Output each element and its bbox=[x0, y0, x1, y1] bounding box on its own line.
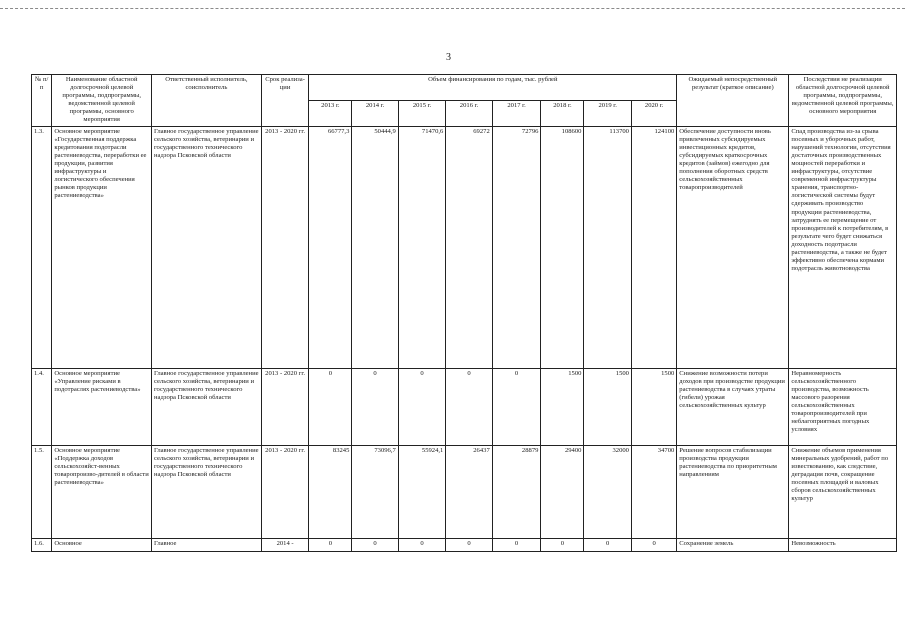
row-value: 69272 bbox=[446, 126, 492, 368]
row-term: 2013 - 2020 гг. bbox=[261, 368, 309, 445]
row-consequences: Неравномерность сельскохозяйственного производства, возможность массового разорения сельскохозяйственных товаропроизводителей при неблагоприятных погодных условиях bbox=[789, 368, 897, 445]
header-result: Ожидаемый непосредственный результат (краткое описание) bbox=[677, 75, 789, 127]
row-value: 55924,1 bbox=[398, 445, 446, 538]
header-responsible: Ответственный исполнитель, соисполнитель bbox=[152, 75, 262, 127]
row-result: Обеспечение доступности вновь привлеченных субсидируемых инвестиционных кредитов, субсидируемых краткосрочных кредитов (займов) ежегодно для пополнения оборотных средств сельскохозяйственных товаропроизводителей bbox=[677, 126, 789, 368]
row-result: Снижение возможности потери доходов при производстве продукции растениеводства в случаях утраты (гибели) урожая сельскохозяйственных культур bbox=[677, 368, 789, 445]
row-value: 0 bbox=[398, 368, 446, 445]
row-name: Основное мероприятие «Поддержка доходов сельскохозяйст-венных товаропроизво-дителей в области растениеводства» bbox=[52, 445, 152, 538]
header-year: 2015 г. bbox=[398, 100, 446, 126]
row-value: 0 bbox=[631, 538, 676, 551]
row-value: 0 bbox=[541, 538, 584, 551]
row-value: 29400 bbox=[541, 445, 584, 538]
row-value: 66777,3 bbox=[309, 126, 352, 368]
header-year: 2014 г. bbox=[352, 100, 398, 126]
row-value: 0 bbox=[492, 368, 541, 445]
table-row bbox=[32, 126, 897, 368]
scan-top-edge bbox=[0, 8, 905, 9]
row-term: 2014 - bbox=[261, 538, 309, 551]
row-value: 1500 bbox=[584, 368, 632, 445]
row-name: Основное мероприятие «Государственная поддержка кредитования подотрасли растениеводства, переработки ее продукции, развития инфраструктуры и логистического обеспечения рынков продукции растениеводства» bbox=[52, 126, 152, 368]
row-responsible: Главное государственное управление сельского хозяйства, ветеринарии и государственного технического надзора Псковской области bbox=[152, 368, 262, 445]
row-responsible: Главное государственное управление сельского хозяйства, ветеринарии и государственного технического надзора Псковской области bbox=[152, 445, 262, 538]
header-year: 2018 г. bbox=[541, 100, 584, 126]
header-finance: Объем финансирования по годам, тыс. рублей bbox=[309, 75, 677, 101]
header-year: 2016 г. bbox=[446, 100, 492, 126]
row-value: 113700 bbox=[584, 126, 632, 368]
header-row bbox=[32, 75, 897, 101]
header-term: Срок реализа-ции bbox=[261, 75, 309, 127]
header-name: Наименование областной долгосрочной целевой программы, подпрограммы, ведомственной целевой программы, основного мероприятия bbox=[52, 75, 152, 127]
row-term: 2013 - 2020 гг. bbox=[261, 445, 309, 538]
row-name: Основное мероприятие «Управление рисками в подотраслях растениеводства» bbox=[52, 368, 152, 445]
header-year: 2020 г. bbox=[631, 100, 676, 126]
row-value: 108600 bbox=[541, 126, 584, 368]
row-value: 34700 bbox=[631, 445, 676, 538]
row-value: 71470,6 bbox=[398, 126, 446, 368]
table-row bbox=[32, 445, 897, 538]
row-value: 83245 bbox=[309, 445, 352, 538]
program-table bbox=[31, 74, 897, 552]
row-value: 0 bbox=[398, 538, 446, 551]
row-value: 72796 bbox=[492, 126, 541, 368]
header-year: 2013 г. bbox=[309, 100, 352, 126]
row-consequences: Снижение объемов применения минеральных удобрений, работ по известкованию, как следствие, деградация почв, сокращение посевных площадей и валовых сборов сельскохозяйственных культур bbox=[789, 445, 897, 538]
row-value: 0 bbox=[352, 538, 398, 551]
row-value: 124100 bbox=[631, 126, 676, 368]
row-number: 1.4. bbox=[32, 368, 52, 445]
row-consequences: Невозможность bbox=[789, 538, 897, 551]
header-year: 2019 г. bbox=[584, 100, 632, 126]
row-responsible: Главное bbox=[152, 538, 262, 551]
row-value: 26437 bbox=[446, 445, 492, 538]
row-value: 73096,7 bbox=[352, 445, 398, 538]
row-result: Сохранение земель bbox=[677, 538, 789, 551]
row-result: Решение вопросов стабилизации производства продукции растениеводства по приоритетным направлениям bbox=[677, 445, 789, 538]
row-value: 1500 bbox=[541, 368, 584, 445]
row-value: 50444,9 bbox=[352, 126, 398, 368]
row-value: 0 bbox=[492, 538, 541, 551]
row-consequences: Спад производства из-за срыва посевных и уборочных работ, нарушений технологии, отсутствия достаточных производственных мощностей переработки и инфраструктуры, отсутствие современной инфраструктуры хранения, транспортно-логистической системы будут сдерживать производство продукции растениеводства, затруднять ее перемещение от производителей к потребителям, в результате чего будет снижаться доходность подотрасли растениеводства, а также не будет эффективно обеспечена кормами подотрасль животноводства bbox=[789, 126, 897, 368]
row-value: 0 bbox=[446, 368, 492, 445]
row-responsible: Главное государственное управление сельского хозяйства, ветеринарии и государственного технического надзора Псковской области bbox=[152, 126, 262, 368]
row-number: 1.3. bbox=[32, 126, 52, 368]
header-num: № п/п bbox=[32, 75, 52, 127]
row-value: 0 bbox=[584, 538, 632, 551]
header-consequences: Последствия не реализации областной долгосрочной целевой программы, подпрограммы, ведомственной целевой программы, основного мероприятия bbox=[789, 75, 897, 127]
row-value: 28879 bbox=[492, 445, 541, 538]
row-value: 32000 bbox=[584, 445, 632, 538]
page-number: 3 bbox=[446, 52, 451, 63]
row-number: 1.6. bbox=[32, 538, 52, 551]
row-value: 0 bbox=[446, 538, 492, 551]
row-value: 0 bbox=[352, 368, 398, 445]
row-value: 1500 bbox=[631, 368, 676, 445]
header-year: 2017 г. bbox=[492, 100, 541, 126]
row-name: Основное bbox=[52, 538, 152, 551]
row-value: 0 bbox=[309, 368, 352, 445]
row-term: 2013 - 2020 гг. bbox=[261, 126, 309, 368]
table-row bbox=[32, 368, 897, 445]
table-row bbox=[32, 538, 897, 551]
row-value: 0 bbox=[309, 538, 352, 551]
row-number: 1.5. bbox=[32, 445, 52, 538]
